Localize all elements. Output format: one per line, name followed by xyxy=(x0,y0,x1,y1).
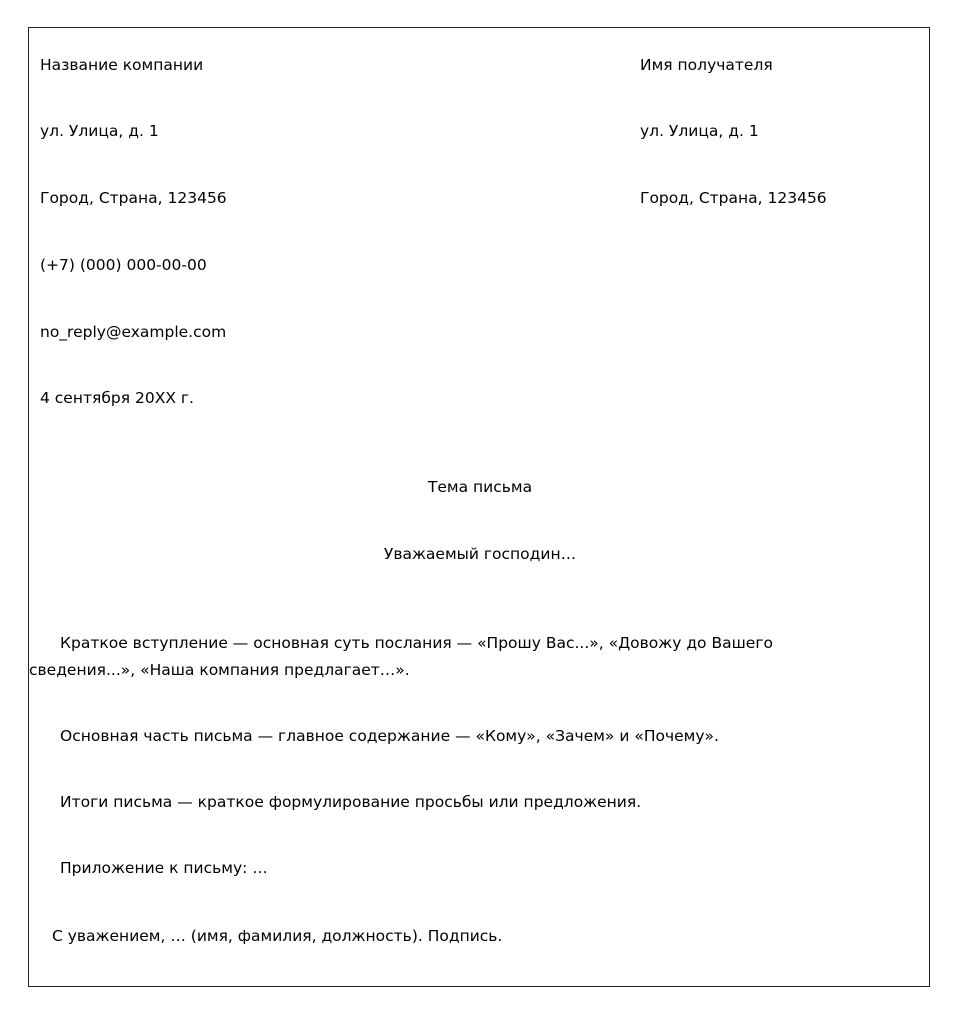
letter-greeting: Уважаемый господин… xyxy=(383,545,577,563)
sender-email: no_reply@example.com xyxy=(40,323,227,341)
body-attachment: Приложение к письму: … xyxy=(60,859,268,877)
letter-subject: Тема письма xyxy=(427,478,533,496)
letter-date: 4 сентября 20XX г. xyxy=(40,389,194,407)
body-summary: Итоги письма — краткое формулирование просьбы или предложения. xyxy=(60,793,642,811)
sender-phone: (+7) (000) 000-00-00 xyxy=(40,256,207,274)
body-intro-line2: сведения...», «Наша компания предлагает…». xyxy=(29,661,410,679)
recipient-city: Город, Страна, 123456 xyxy=(640,189,827,207)
recipient-street: ул. Улица, д. 1 xyxy=(640,122,759,140)
sender-street: ул. Улица, д. 1 xyxy=(40,122,159,140)
letter-page xyxy=(28,27,930,987)
body-intro-line1: Краткое вступление — основная суть послания — «Прошу Вас...», «Довожу до Вашего xyxy=(60,634,773,652)
sender-city: Город, Страна, 123456 xyxy=(40,189,227,207)
sender-company: Название компании xyxy=(40,56,204,74)
recipient-name: Имя получателя xyxy=(640,56,773,74)
body-main: Основная часть письма — главное содержание — «Кому», «Зачем» и «Почему». xyxy=(60,727,719,745)
letter-closing: С уважением, … (имя, фамилия, должность). Подпись. xyxy=(52,927,503,945)
